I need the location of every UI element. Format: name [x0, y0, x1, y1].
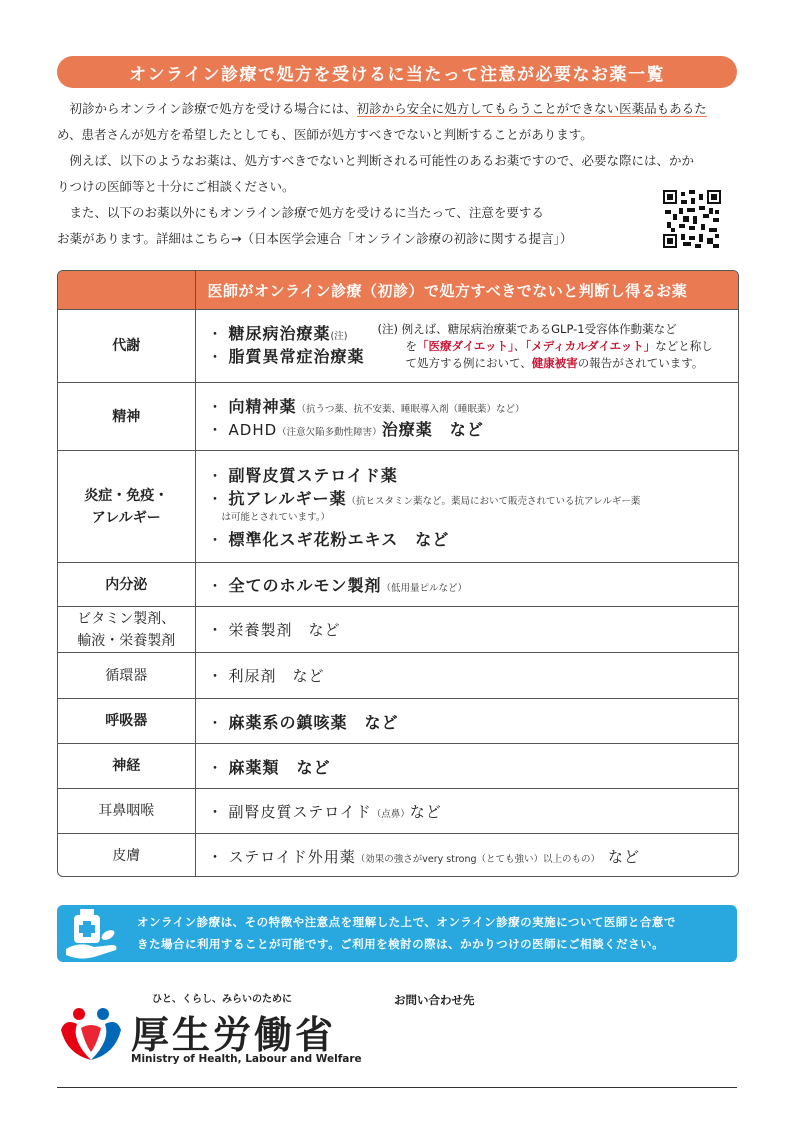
- table-row: [58, 451, 738, 563]
- table-row: [58, 789, 738, 834]
- content-cell: ・ 副腎皮質ステロイド （点鼻） など: [195, 789, 738, 834]
- table-row: [58, 744, 738, 789]
- intro-text: 初診からオンライン診療で処方を受ける場合には、: [57, 101, 357, 116]
- table-row: [58, 310, 738, 383]
- qr-code[interactable]: [663, 190, 721, 248]
- category-cell: 炎症・免疫・ アレルギー: [58, 451, 195, 563]
- content-cell: ・ 利尿剤 など: [195, 653, 738, 699]
- intro-paragraph-1: [57, 96, 742, 148]
- content-cell: ・ 副腎皮質ステロイド薬 ・ 抗アレルギー薬 （抗ヒスタミン薬など。薬局において販売されている抗アレルギー薬 は可能とされています。） ・ 標準化スギ花粉エキス など: [195, 451, 738, 563]
- intro-text: りつけの医師等と十分にご相談ください。: [57, 179, 295, 194]
- table-row: [58, 699, 738, 744]
- table-row: [58, 607, 738, 653]
- content-cell: ・ 栄養製剤 など: [195, 607, 738, 653]
- category-cell: 内分泌: [58, 563, 195, 607]
- content-cell: ・ 麻薬系の鎮咳薬 など: [195, 699, 738, 744]
- table-row: [58, 834, 738, 878]
- diet-warning-note: (注) 例えば、糖尿病治療薬であるGLP-1受容体作動薬など を「医療ダイエット」、「メディカルダイエット」などと称し て処方する例において、健康被害の報告がされています。: [377, 321, 713, 370]
- intro-paragraph-2: [57, 148, 742, 200]
- category-cell: 神経: [58, 744, 195, 789]
- intro-text: め、患者さんが処方を希望したとしても、医師が処方すべきでないと判断することがあります。: [57, 127, 593, 142]
- contact-label: お問い合わせ先: [394, 993, 475, 1007]
- category-cell: 代謝: [58, 310, 195, 383]
- logo-name-en: Ministry of Health, Labour and Welfare: [131, 1053, 362, 1065]
- content-cell: ・ 麻薬類 など: [195, 744, 738, 789]
- table-row: [58, 563, 738, 607]
- intro-link-text[interactable]: お薬があります。詳細はこちら→（日本医学会連合「オンライン診療の初診に関する提言」）: [57, 231, 573, 246]
- table-header: 医師がオンライン診療（初診）で処方すべきでないと判断し得るお薬: [195, 271, 738, 310]
- notice-banner: [57, 905, 737, 962]
- category-cell: 呼吸器: [58, 699, 195, 744]
- content-cell: ・ ステロイド外用薬 （効果の強さがvery strong（とても強い）以上のもの） など: [195, 834, 738, 878]
- intro-text: 例えば、以下のようなお薬は、処方すべきでないと判断される可能性のあるお薬ですので、必要な際には、かか: [57, 153, 695, 168]
- content-cell: ・ 向精神薬 （抗うつ薬、抗不安薬、睡眠導入剤（睡眠薬）など） ・ ADHD （注意欠陥多動性障害） 治療薬 など: [195, 383, 738, 451]
- category-cell: 皮膚: [58, 834, 195, 878]
- content-cell: ・ 全てのホルモン製剤 （低用量ピルなど）: [195, 563, 738, 607]
- page-title: オンライン診療で処方を受けるに当たって注意が必要なお薬一覧: [57, 56, 737, 88]
- content-cell: ・ 糖尿病治療薬 (注) ・ 脂質異常症治療薬 (注) 例えば、糖尿病治療薬であるGLP-1受容体作動薬など を「医療ダイエット」、「メディカルダイエット」などと称し て処方する例において、健康被害の報告がされています。: [195, 310, 738, 383]
- logo-name-jp: 厚生労働省: [131, 1012, 337, 1057]
- mhlw-logo-mark: [57, 1000, 125, 1070]
- table-header-row: [58, 271, 738, 310]
- category-cell: 循環器: [58, 653, 195, 699]
- footer-divider: [57, 1087, 737, 1088]
- category-cell: ビタミン製剤、 輸液・栄養製剤: [58, 607, 195, 653]
- notice-text: オンライン診療は、その特徴や注意点を理解した上で、オンライン診療の実施について医師と合意で きた場合に利用することが可能です。ご利用を検討の際は、かかりつけの医師にご相談ください。: [137, 915, 676, 951]
- intro-text: また、以下のお薬以外にもオンライン診療で処方を受けるに当たって、注意を要する: [57, 205, 544, 220]
- category-cell: 精神: [58, 383, 195, 451]
- table-row: [58, 653, 738, 699]
- logo-tagline: ひと、くらし、みらいのために: [152, 994, 292, 1005]
- medicine-bottle-hand-icon: [60, 905, 130, 963]
- intro-paragraph-3: [57, 200, 657, 252]
- table-row: [58, 383, 738, 451]
- category-cell: 耳鼻咽喉: [58, 789, 195, 834]
- mhlw-logo: [57, 990, 362, 1075]
- medicine-table: [57, 270, 739, 877]
- intro-emphasis: 初診から安全に処方してもらうことができない医薬品もあるた: [356, 101, 707, 116]
